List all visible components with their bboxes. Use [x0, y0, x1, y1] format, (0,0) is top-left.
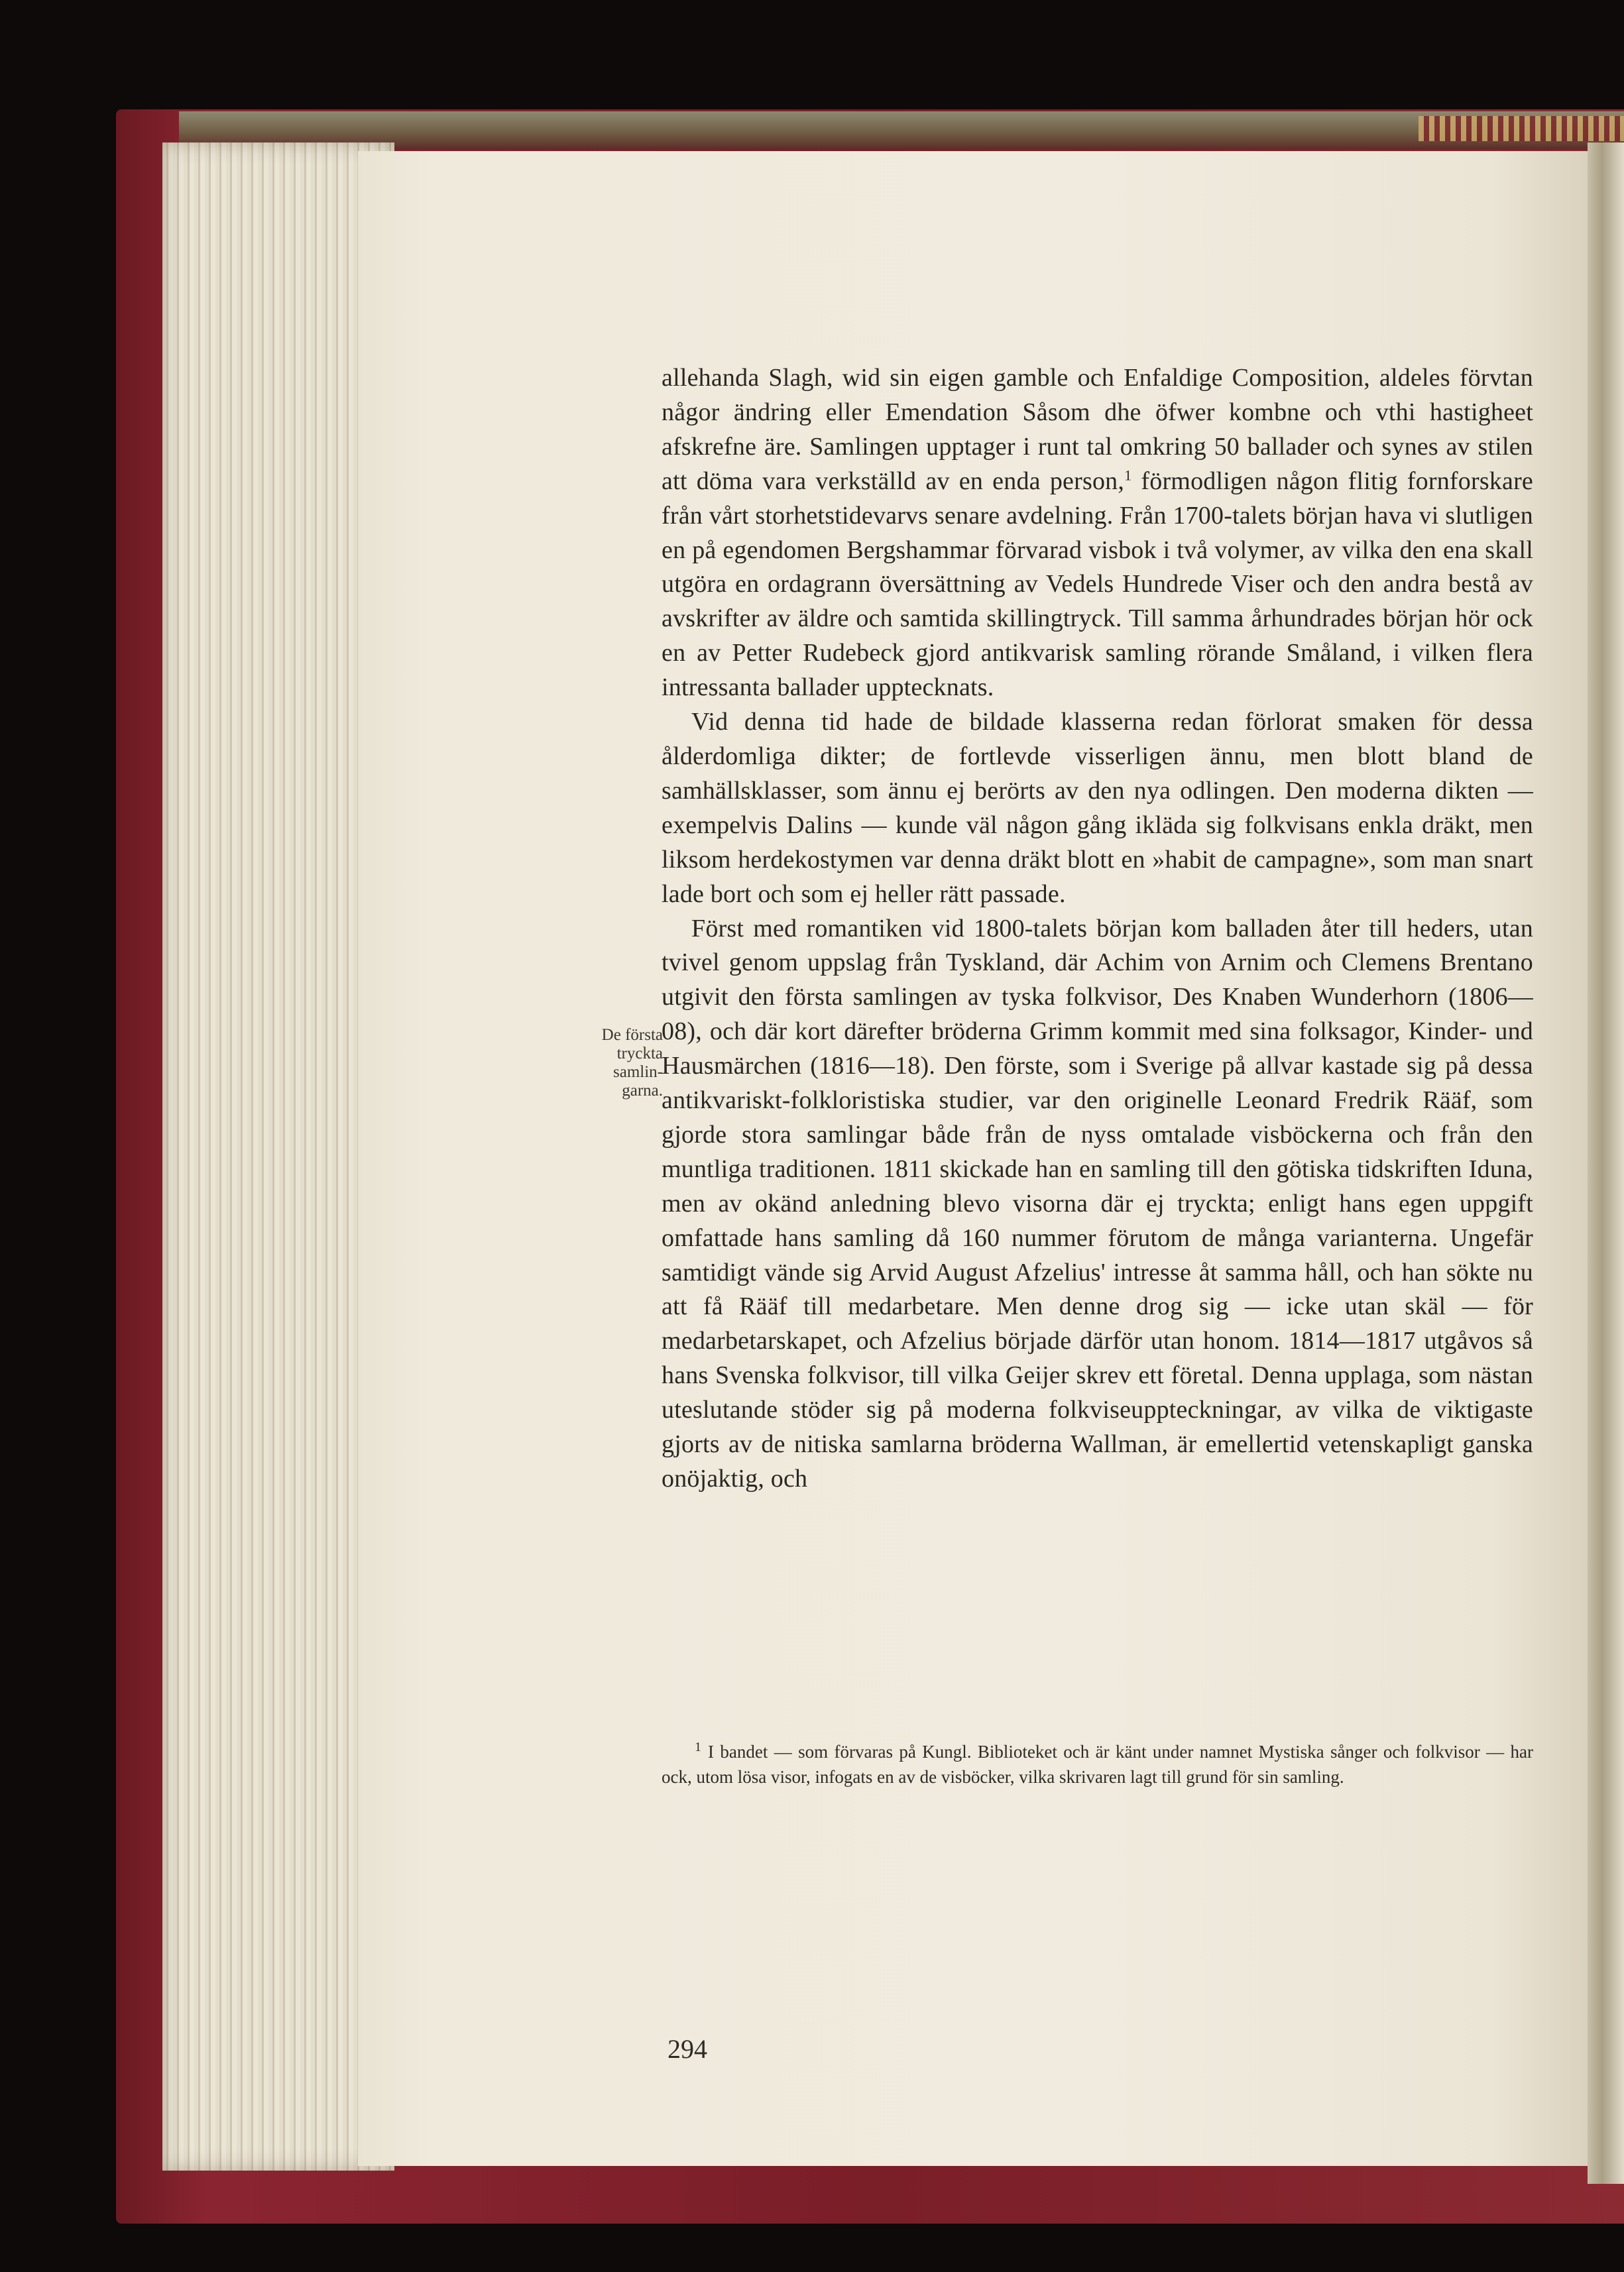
body-text: [662, 361, 1533, 1497]
paragraph-1: [662, 361, 1533, 705]
gilt-spine-band: [1419, 116, 1624, 141]
footnote-mark: 1: [695, 1740, 701, 1754]
margin-note-line: De första: [601, 1026, 663, 1044]
paragraph-1-text-a: allehanda Slagh, wid sin eigen gamble och Enfaldige Composition, aldeles förvtan någor ändring eller Emendation Såsom dhe öfwer kombne och vthi hastigheet afskrefne äre. Samlingen upptager i runt tal omkring 50 ballader och synes av stilen att döma vara verkställd av en enda person,: [662, 364, 1533, 495]
cover-top-edge: [179, 111, 1624, 150]
page-gutter: [1588, 142, 1624, 2184]
paragraph-1-text-b: förmodligen någon flitig fornforskare från vårt storhetstidevarvs senare avdelning. Från 1700-talets början hava vi slutligen en på egendomen Bergshammar förvarad visbok i två volymer, av vilka den ena skall utgöra en ordagrann översättning av Vedels Hundrede Viser och den andra bestå av avskrifter av äldre och samtida skillingtryck. Till samma århundrades början hör ock en av Petter Rudebeck gjord antikvarisk samling rörande Småland, i vilken flera intressanta ballader upptecknats.: [662, 467, 1533, 702]
margin-note-line: garna.: [622, 1082, 663, 1100]
footnote: [662, 1739, 1533, 1789]
paragraph-3: Först med romantiken vid 1800-talets början kom balladen åter till heders, utan tvivel genom uppslag från Tyskland, där Achim von Arnim och Clemens Brentano utgivit den första samlingen av tyska folkvisor, Des Knaben Wunderhorn (1806—08), och där kort därefter bröderna Grimm kommit med sina folksagor, Kinder- und Hausmärchen (1816—18). Den förste, som i Sverige på allvar kastade sig på dessa antikvariskt-folkloristiska studier, var den originelle Leonard Fredrik Rääf, som gjorde stora samlingar både från de nyss omtalade visböckerna och från den muntliga traditionen. 1811 skickade han en samling till den götiska tidskriften Iduna, men av okänd anledning blevo visorna där ej tryckta; enligt hans egen uppgift omfattade hans samling då 160 nummer förutom de många varianterna. Ungefär samtidigt vände sig Arvid August Afzelius' intresse åt samma håll, och han sökte nu att få Rääf till medarbetare. Men denne drog sig — icke utan skäl — för medarbetarskapet, och Afzelius började därför utan honom. 1814—1817 utgåvos så hans Svenska folkvisor, till vilka Geijer skrev ett företal. Denna upplaga, som nästan uteslutande stöder sig på moderna folkviseuppteckningar, av vilka de viktigaste gjorts av de nitiska samlarna bröderna Wallman, är emellertid vetenskapligt ganska onöjaktig, och: [662, 914, 1533, 1493]
margin-note-line: samlin-: [613, 1063, 663, 1081]
margin-note: [537, 1026, 663, 1100]
margin-note-line: tryckta: [616, 1045, 663, 1062]
paragraph-2: Vid denna tid hade de bildade klasserna redan förlorat smaken för dessa ålderdomliga dikter; de fortlevde visserligen ännu, men blott bland de samhällsklasser, som ännu ej berörts av den nya odlingen. Den moderna dikten — exempelvis Dalins — kunde väl någon gång ikläda sig folkvisans enkla dräkt, men liksom herdekostymen var denna dräkt blott en »habit de campagne», som man snart lade bort och som ej heller rätt passade.: [662, 708, 1533, 908]
footnote-reference[interactable]: 1: [1124, 467, 1132, 484]
footnote-text: I bandet — som förvaras på Kungl. Biblioteket och är känt under namnet Mystiska sånger och folkvisor — har ock, utom lösa visor, infogats en av de visböcker, vilka skrivaren lagt till grund för sin samling.: [662, 1742, 1533, 1787]
page-number: 294: [667, 2034, 707, 2064]
